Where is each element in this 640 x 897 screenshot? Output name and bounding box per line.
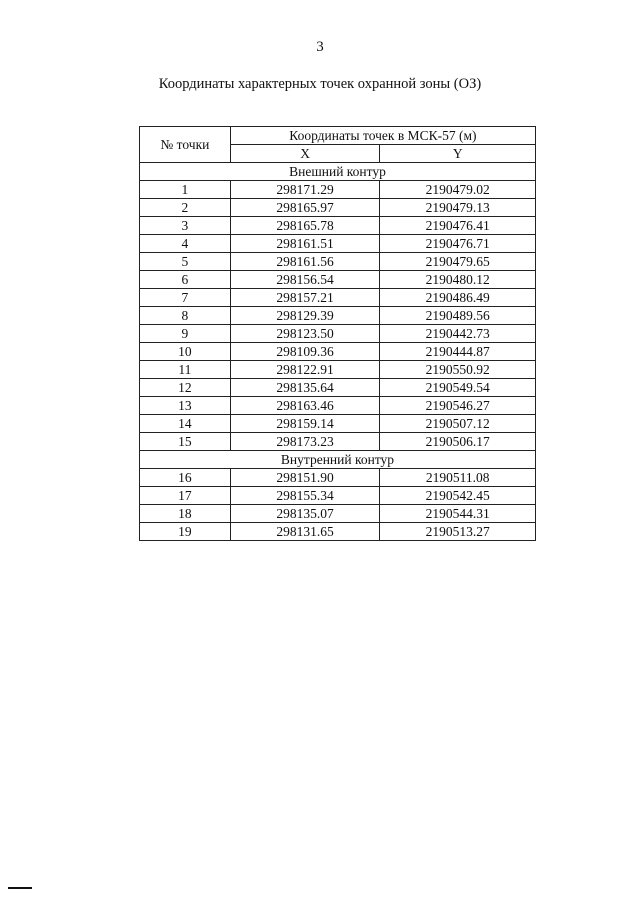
point-number-cell: 3 — [140, 217, 231, 235]
x-coordinate-cell: 298157.21 — [230, 289, 380, 307]
point-number-cell: 15 — [140, 433, 231, 451]
point-number-cell: 16 — [140, 469, 231, 487]
point-number-cell: 12 — [140, 379, 231, 397]
table-row — [140, 343, 536, 361]
y-coordinate-cell: 2190549.54 — [380, 379, 536, 397]
header-coordinates: Координаты точек в МСК-57 (м) — [230, 127, 535, 145]
header-x: X — [230, 145, 380, 163]
table-row — [140, 217, 536, 235]
x-coordinate-cell: 298163.46 — [230, 397, 380, 415]
y-coordinate-cell: 2190513.27 — [380, 523, 536, 541]
point-number-cell: 17 — [140, 487, 231, 505]
y-coordinate-cell: 2190442.73 — [380, 325, 536, 343]
y-coordinate-cell: 2190479.13 — [380, 199, 536, 217]
point-number-cell: 13 — [140, 397, 231, 415]
table-row — [140, 361, 536, 379]
point-number-cell: 2 — [140, 199, 231, 217]
y-coordinate-cell: 2190479.65 — [380, 253, 536, 271]
table-header-row — [140, 127, 536, 145]
y-coordinate-cell: 2190476.41 — [380, 217, 536, 235]
y-coordinate-cell: 2190444.87 — [380, 343, 536, 361]
table-row — [140, 379, 536, 397]
table-row — [140, 181, 536, 199]
y-coordinate-cell: 2190479.02 — [380, 181, 536, 199]
coordinates-table-body — [140, 127, 536, 541]
point-number-cell: 8 — [140, 307, 231, 325]
y-coordinate-cell: 2190544.31 — [380, 505, 536, 523]
point-number-cell: 1 — [140, 181, 231, 199]
point-number-cell: 5 — [140, 253, 231, 271]
section-row — [140, 163, 536, 181]
table-row — [140, 199, 536, 217]
table-row — [140, 487, 536, 505]
x-coordinate-cell: 298129.39 — [230, 307, 380, 325]
x-coordinate-cell: 298122.91 — [230, 361, 380, 379]
x-coordinate-cell: 298161.56 — [230, 253, 380, 271]
x-coordinate-cell: 298165.78 — [230, 217, 380, 235]
point-number-cell: 11 — [140, 361, 231, 379]
y-coordinate-cell: 2190511.08 — [380, 469, 536, 487]
section-row — [140, 451, 536, 469]
table-row — [140, 523, 536, 541]
header-y: Y — [380, 145, 536, 163]
table-row — [140, 289, 536, 307]
point-number-cell: 10 — [140, 343, 231, 361]
table-row — [140, 271, 536, 289]
x-coordinate-cell: 298161.51 — [230, 235, 380, 253]
y-coordinate-cell: 2190476.71 — [380, 235, 536, 253]
table-row — [140, 415, 536, 433]
point-number-cell: 4 — [140, 235, 231, 253]
point-number-cell: 9 — [140, 325, 231, 343]
header-point-number: № точки — [140, 127, 231, 163]
table-row — [140, 505, 536, 523]
table-row — [140, 469, 536, 487]
section-title: Внешний контур — [140, 163, 536, 181]
x-coordinate-cell: 298135.64 — [230, 379, 380, 397]
coordinates-table — [139, 126, 536, 541]
x-coordinate-cell: 298109.36 — [230, 343, 380, 361]
table-row — [140, 433, 536, 451]
y-coordinate-cell: 2190507.12 — [380, 415, 536, 433]
point-number-cell: 19 — [140, 523, 231, 541]
x-coordinate-cell: 298123.50 — [230, 325, 380, 343]
y-coordinate-cell: 2190506.17 — [380, 433, 536, 451]
point-number-cell: 6 — [140, 271, 231, 289]
y-coordinate-cell: 2190546.27 — [380, 397, 536, 415]
y-coordinate-cell: 2190489.56 — [380, 307, 536, 325]
point-number-cell: 14 — [140, 415, 231, 433]
point-number-cell: 7 — [140, 289, 231, 307]
x-coordinate-cell: 298165.97 — [230, 199, 380, 217]
x-coordinate-cell: 298159.14 — [230, 415, 380, 433]
table-row — [140, 235, 536, 253]
y-coordinate-cell: 2190550.92 — [380, 361, 536, 379]
y-coordinate-cell: 2190486.49 — [380, 289, 536, 307]
page-edge-mark — [8, 887, 32, 889]
y-coordinate-cell: 2190480.12 — [380, 271, 536, 289]
x-coordinate-cell: 298131.65 — [230, 523, 380, 541]
table-row — [140, 307, 536, 325]
document-title: Координаты характерных точек охранной зоны (ОЗ) — [158, 76, 482, 92]
table-row — [140, 253, 536, 271]
x-coordinate-cell: 298155.34 — [230, 487, 380, 505]
table-row — [140, 397, 536, 415]
table-row — [140, 325, 536, 343]
x-coordinate-cell: 298156.54 — [230, 271, 380, 289]
x-coordinate-cell: 298135.07 — [230, 505, 380, 523]
x-coordinate-cell: 298173.23 — [230, 433, 380, 451]
point-number-cell: 18 — [140, 505, 231, 523]
section-title: Внутренний контур — [140, 451, 536, 469]
x-coordinate-cell: 298171.29 — [230, 181, 380, 199]
page-number: 3 — [316, 39, 324, 55]
y-coordinate-cell: 2190542.45 — [380, 487, 536, 505]
x-coordinate-cell: 298151.90 — [230, 469, 380, 487]
